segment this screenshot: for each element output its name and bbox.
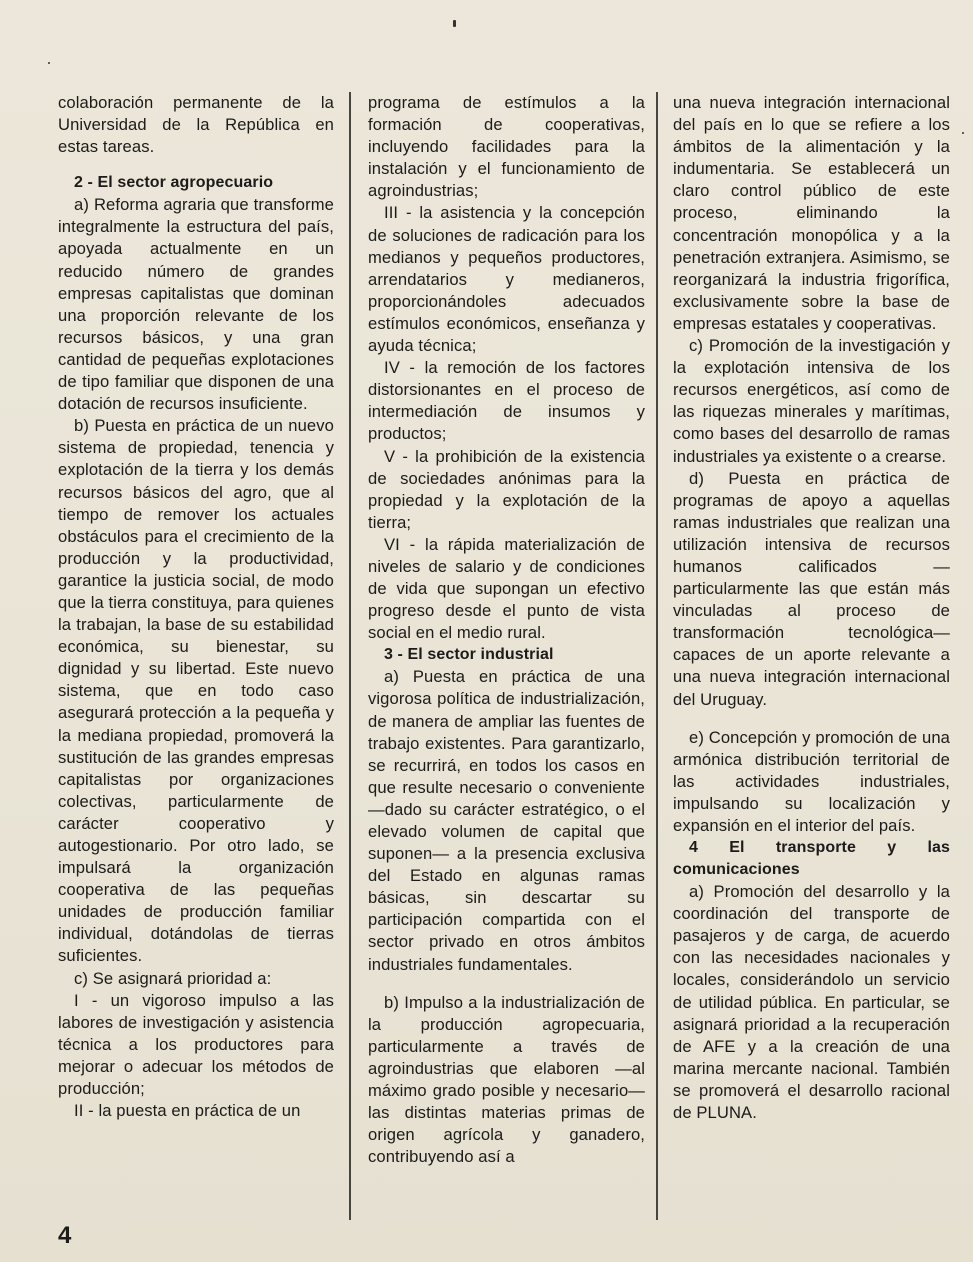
paragraph-programas-apoyo: d) Puesta en práctica de programas de apoyo a aquellas ramas industriales que realizan una utilización intensiva de recursos humanos calificados —particularmente las que están más vinculadas al proceso de transformación tecnológica— capaces de un aporte relevante a una nueva integración internacional del Uruguay. bbox=[673, 468, 950, 709]
text-column-2 bbox=[368, 92, 645, 1168]
column-divider-1 bbox=[349, 92, 351, 1220]
paragraph-integracion: una nueva integración internacional del país en lo que se refiere a los ámbitos de la alimentación y la indumentaria. Se establecerá un claro control público de este proceso, eliminando la concentración monopólica y a la penetración extranjera. Asimismo, se reorganizará la industria frigorífica, exclusivamente sobre la base de empresas estatales y cooperativas. bbox=[673, 93, 950, 333]
print-speck bbox=[962, 132, 964, 134]
paragraph-prioridad: c) Se asignará prioridad a: bbox=[74, 968, 272, 988]
paragraph-item-i: I - un vigoroso impulso a las labores de investigación y asistencia técnica a los productores para mejorar o adecuar los métodos de producción; bbox=[58, 990, 334, 1099]
print-speck bbox=[453, 20, 456, 27]
paragraph-transporte: a) Promoción del desarrollo y la coordinación del transporte de pasajeros y de carga, de acuerdo con las necesidades nacionales y locales, considerándolo un servicio de utilidad pública. En particular, se asignará prioridad a la recuperación de AFE y a la creación de una marina mercante nacional. También se promoverá el desarrollo racional de PLUNA. bbox=[673, 882, 950, 1123]
paragraph-item-ii: II - la puesta en práctica de un bbox=[74, 1101, 301, 1121]
paragraph-distribucion-territorial: e) Concepción y promoción de una armónica distribución territorial de las actividades industriales, impulsando su localización y expansión en el interior del país. bbox=[673, 727, 950, 835]
section-heading-agropecuario: 2 - El sector agropecuario bbox=[74, 174, 274, 192]
paragraph-reforma-agraria: a) Reforma agraria que transforme integralmente la estructura del país, apoyada actualmente en un reducido número de grandes empresas capitalistas que dominan una proporción relevante de los recursos básicos, y una gran cantidad de pequeñas explotaciones de tipo familiar que disponen de una dotación de recursos insuficiente. bbox=[58, 195, 334, 414]
page-number: 4 bbox=[58, 1222, 72, 1249]
paragraph-industrializacion: a) Puesta en práctica de una vigorosa política de industrialización, de manera de ampliar las fuentes de trabajo existentes. Para garantizarlo, se recurrirá, en todos los casos en que resulte necesario o conveniente —dado su carácter estratégico, o el elevado volumen de capital que suponen— a la presencia exclusiva del Estado en algunas ramas básicas, sin descartar su participación compartida con el sector privado en otros ámbitos industriales fundamentales. bbox=[368, 667, 645, 974]
paragraph-item-vi: VI - la rápida materialización de niveles de salario y de condiciones de vida que supongan un efectivo progreso desde el punto de vista social en el medio rural. bbox=[368, 534, 645, 643]
paragraph-item-v: V - la prohibición de la existencia de sociedades anónimas para la propiedad y la explotación de la tierra; bbox=[368, 446, 645, 532]
paragraph-programa-estimulos: programa de estímulos a la formación de cooperativas, incluyendo facilidades para la instalación y el funcionamiento de agroindustrias; bbox=[368, 93, 645, 201]
text-column-1 bbox=[58, 92, 334, 1122]
section-heading-industrial: 3 - El sector industrial bbox=[384, 646, 554, 664]
paragraph-recursos-energeticos: c) Promoción de la investigación y la explotación intensiva de los recursos energéticos, así como de las riquezas minerales y marítimas, como bases del desarrollo de ramas industriales ya existente o a crearse. bbox=[673, 336, 950, 466]
text-column-3 bbox=[673, 92, 950, 1124]
print-speck bbox=[48, 62, 50, 64]
paragraph-nuevo-sistema: b) Puesta en práctica de un nuevo sistema de propiedad, tenencia y explotación de la tierra y los demás recursos básicos del agro, que al tiempo de remover los actuales obstáculos para el crecimiento de la producción y la productividad, garantice la justicia social, de modo que la tierra constituya, para quienes la trabajan, la base de su estabilidad económica, su bienestar, su dignidad y su libertad. Este nuevo sistema, que en todo caso asegurará protección a la pequeña y la mediana propiedad, promoverá la sustitución de las grandes empresas capitalistas por organizaciones colectivas, particularmente de carácter cooperativo y autogestionario. Por otro lado, se impulsará la organización cooperativa de las pequeñas unidades de producción familiar individual, dotándolas de tierras suficientes. bbox=[58, 416, 334, 966]
section-heading-transporte: 4 El transporte y las comunicaciones bbox=[673, 839, 950, 879]
paragraph-item-iii: III - la asistencia y la concepción de soluciones de radicación para los medianos y pequeños productores, arrendatarios y medianeros, proporcionándoles adecuados estímulos económicos, enseñanza y ayuda técnica; bbox=[368, 203, 645, 356]
column-divider-2 bbox=[656, 92, 658, 1220]
paragraph-agroindustria: b) Impulso a la industrialización de la producción agropecuaria, particularmente a través de agroindustrias que elaboren —al máximo grado posible y necesario— las distintas materias primas de origen agrícola y ganadero, contribuyendo así a bbox=[368, 992, 645, 1167]
paragraph-item-iv: IV - la remoción de los factores distorsionantes en el proceso de intermediación de insumos y productos; bbox=[368, 358, 645, 444]
paragraph-intro: colaboración permanente de la Universidad de la República en estas tareas. bbox=[58, 93, 334, 157]
